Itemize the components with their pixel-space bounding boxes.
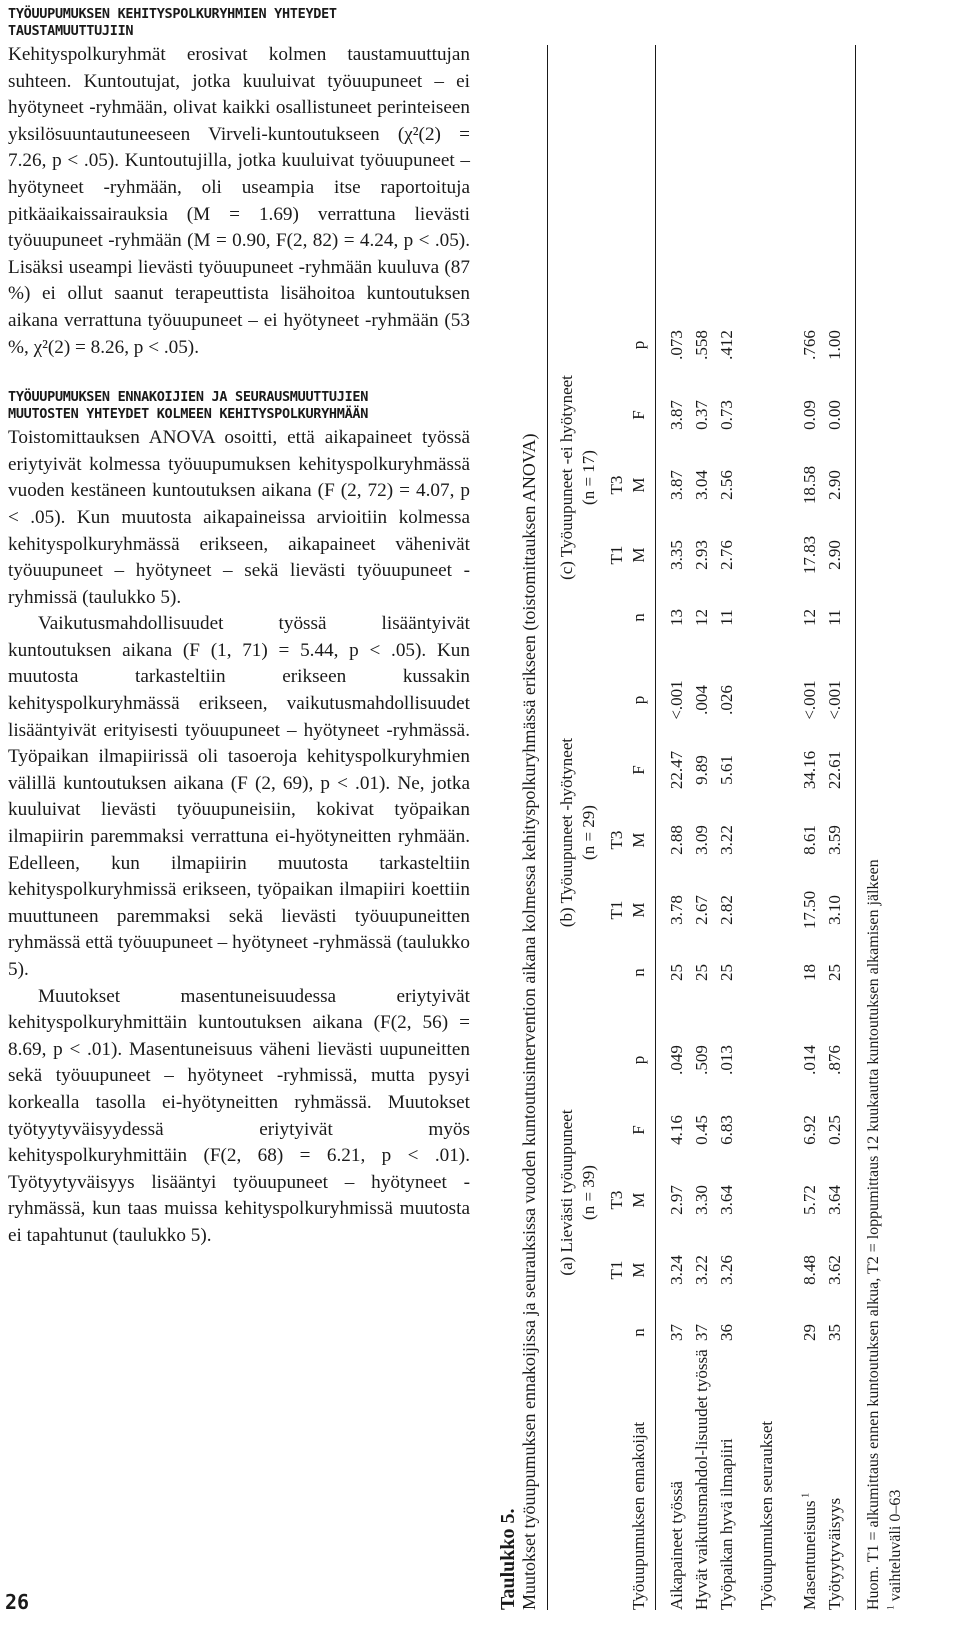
table-cell: .509: [692, 1045, 711, 1075]
table-cell: .766: [800, 330, 819, 360]
col-header: T3: [607, 830, 626, 850]
section-label: Työuupumuksen ennakoijat: [629, 1421, 648, 1610]
table-cell: 8.48: [800, 1255, 819, 1285]
table-cell: 2.93: [692, 540, 711, 570]
table-cell: 36: [717, 1324, 736, 1341]
table-cell: 3.22: [717, 825, 736, 855]
section-heading-1: TYÖUUPUMUKSEN KEHITYSPOLKURYHMIEN YHTEYDET TAUSTAMUUTTUJIIN: [8, 6, 337, 39]
table-cell: 3.35: [667, 540, 686, 570]
table-rule: [855, 45, 856, 1610]
col-header: p: [629, 1055, 648, 1065]
col-header: M: [629, 547, 648, 563]
table-cell: 9.89: [692, 755, 711, 785]
table-cell: .876: [825, 1045, 844, 1075]
table-cell: 8.61: [800, 825, 819, 855]
col-header: n: [629, 613, 648, 622]
section-heading-2: TYÖUUPUMUKSEN ENNAKOIJIEN JA SEURAUSMUUTTUJIEN MUUTOSTEN YHTEYDET KOLMEEN KEHITYSPOLKURYHMÄÄN: [8, 389, 369, 423]
table-cell: 22.61: [825, 750, 844, 790]
table-cell: 4.16: [667, 1115, 686, 1145]
group-label: (b) Työuupuneet -hyötyneet: [557, 737, 576, 928]
table-cell: 3.78: [667, 895, 686, 925]
table-note: Huom. T1 = alkumittaus ennen kuntoutuksen alkua, T2 = loppumittaus 12 kuukautta kuntoutuksen alkamisen jälkeen: [865, 859, 882, 1610]
col-header: F: [629, 765, 648, 775]
table-note: $^1$ vaihteluväli 0–63: [885, 1489, 904, 1610]
section-label: Työuupumuksen seuraukset: [757, 1420, 776, 1610]
col-header: T1: [607, 1260, 626, 1280]
table-cell: 2.90: [825, 470, 844, 500]
paragraph: Kehityspolkuryhmät erosivat kolmen taustamuuttujan suhteen. Kuntoutujat, jotka kuuluivat työuupuneet – ei hyötyneet -ryhmään, olivat kaikki osallistuneet perinteiseen yksilösuuntautuneeseen Virveli-kuntoutukseen (χ²(2) = 7.26, p < .05). Kuntoutujilla, jotka kuuluivat työuupuneet – hyötyneet -ryhmään, oli useampia itse raportoituja pitkäaikaissairauksia (M = 1.69) verrattuna lievästi työuupuneet -ryhmään (M = 0.90, F(2, 82) = 4.24, p < .05). Lisäksi useampi lievästi työuupuneet -ryhmään kuuluva (87 %) ei ollut saanut terapeuttista lisähoitoa kuntoutuksen aikana verrattuna työuupuneet – ei hyötyneet -ryhmään (53 %, χ²(2) = 8.26, p < .05).: [8, 44, 470, 358]
table-cell: 2.56: [717, 470, 736, 500]
table-cell: 35: [825, 1324, 844, 1341]
col-header: n: [629, 1328, 648, 1337]
table-cell: 0.37: [692, 400, 711, 430]
col-header: T3: [607, 475, 626, 495]
table-cell: .004: [692, 685, 711, 715]
page-number: 26: [5, 1590, 30, 1614]
row-label: Työpaikan hyvä ilmapiiri: [717, 1438, 736, 1610]
table-cell: .026: [717, 685, 736, 715]
row-label: Masentuneisuus $^1$: [800, 1492, 819, 1610]
table-cell: .013: [717, 1045, 736, 1075]
table-rule: [655, 45, 656, 1610]
table-cell: 5.61: [717, 755, 736, 785]
table-cell: 0.00: [825, 400, 844, 430]
table-cell: 25: [667, 964, 686, 981]
table-cell: .412: [717, 330, 736, 360]
table-cell: 5.72: [800, 1185, 819, 1215]
table-cell: 22.47: [667, 750, 686, 790]
table-cell: 12: [800, 609, 819, 626]
table-cell: 6.92: [800, 1115, 819, 1145]
col-header: M: [629, 1262, 648, 1278]
table-cell: .558: [692, 330, 711, 360]
group-n: (n = 17): [579, 450, 598, 505]
col-header: T3: [607, 1190, 626, 1210]
table-cell: 17.50: [800, 890, 819, 930]
table-cell: <.001: [825, 680, 844, 720]
table-cell: 34.16: [800, 750, 819, 790]
table-title: Taulukko 5.: [497, 1508, 519, 1610]
table-cell: 2.90: [825, 540, 844, 570]
table-cell: 37: [692, 1324, 711, 1341]
table-cell: 3.64: [825, 1185, 844, 1215]
table-cell: 25: [692, 964, 711, 981]
row-label: Hyvät vaikutusmahdol-lisuudet työssä: [692, 1349, 711, 1610]
table-cell: 25: [717, 964, 736, 981]
table-cell: .014: [800, 1045, 819, 1075]
table-cell: 3.04: [692, 470, 711, 500]
table-cell: 11: [717, 609, 736, 626]
table-cell: <.001: [800, 680, 819, 720]
table-cell: 18: [800, 964, 819, 981]
col-header: p: [629, 340, 648, 350]
table-caption: Muutokset työuupumuksen ennakoijissa ja seurauksissa vuoden kuntoutusintervention aikana kolmessa kehityspolkuryhmässä erikseen (toistomittauksen ANOVA): [519, 433, 539, 1610]
table-cell: 3.87: [667, 400, 686, 430]
table-cell: 17.83: [800, 535, 819, 575]
table-cell: 25: [825, 964, 844, 981]
table-cell: 0.73: [717, 400, 736, 430]
group-label: (a) Lievästi työuupuneet: [557, 1109, 576, 1276]
table-cell: 3.26: [717, 1255, 736, 1285]
table-cell: 3.87: [667, 470, 686, 500]
table-cell: 2.67: [692, 895, 711, 925]
col-header: p: [629, 695, 648, 705]
group-label: (c) Työuupuneet -ei hyötyneet: [557, 375, 576, 580]
table-cell: 3.22: [692, 1255, 711, 1285]
table-cell: .073: [667, 330, 686, 360]
col-header: F: [629, 410, 648, 420]
paragraph: Muutokset masentuneisuudessa eriytyivät kehityspolkuryhmittäin kuntoutuksen aikana (F(2, 56) = 8.69, p < .01). Masentuneisuus väheni lievästi uupuneitten sekä työuupuneet – hyötyneet -ryhmissä, mutta pysyi korkealla tasolla ei-hyötyneitten ryhmässä. Muutokset työtyytyväisyydessä eriytyivät myös kehityspolkuryhmittäin (F(2, 68) = 6.21, p < .01). Työtyytyväisyys lisääntyi työuupuneet – hyötyneet -ryhmässä, kun taas muissa kehityspolkuryhmissä muutosta ei tapahtunut (taulukko 5).: [8, 985, 470, 1246]
table-cell: 3.62: [825, 1255, 844, 1285]
row-label: Työtyytyväisyys: [825, 1497, 844, 1610]
table-cell: 37: [667, 1324, 686, 1341]
col-header: T1: [607, 900, 626, 920]
table-cell: 29: [800, 1324, 819, 1341]
table-cell: <.001: [667, 680, 686, 720]
table-cell: 2.88: [667, 825, 686, 855]
table-cell: 1.00: [825, 330, 844, 360]
text-column: [8, 6, 470, 1250]
table-cell: 6.83: [717, 1115, 736, 1145]
col-header: F: [629, 1125, 648, 1135]
table-cell: 3.24: [667, 1255, 686, 1285]
table-cell: .049: [667, 1045, 686, 1075]
col-header: T1: [607, 545, 626, 565]
table-cell: 18.58: [800, 465, 819, 505]
col-header: n: [629, 968, 648, 977]
table-cell: 3.30: [692, 1185, 711, 1215]
table-cell: 12: [692, 609, 711, 626]
table-cell: 0.25: [825, 1115, 844, 1145]
group-n: (n = 39): [579, 1165, 598, 1220]
col-header: M: [629, 832, 648, 848]
group-n: (n = 29): [579, 805, 598, 860]
table-cell: 11: [825, 609, 844, 626]
paragraph: Toistomittauksen ANOVA osoitti, että aikapaineet työssä eriytyivät kolmessa työuupumuksen kehityspolkuryhmässä vuoden kestäneen kuntoutuksen aikana (F (2, 72) = 4.07, p < .05). Kun muutosta aikapaineissa arvioitiin kolmessa kehityspolkuryhmässä erikseen, aikapaineet vähenivät työuupuneet – hyötyneet – sekä lievästi työuupuneet -ryhmissä (taulukko 5).: [8, 427, 470, 608]
table-cell: 2.97: [667, 1185, 686, 1215]
table-cell: 3.59: [825, 825, 844, 855]
col-header: M: [629, 477, 648, 493]
table-cell: 3.10: [825, 895, 844, 925]
table-cell: 3.09: [692, 825, 711, 855]
col-header: M: [629, 902, 648, 918]
paragraph: Vaikutusmahdollisuudet työssä lisääntyivät kuntoutuksen aikana (F (1, 71) = 5.44, p < .05). Kun muutosta tarkasteltiin erikseen kussakin kehityspolkuryhmässä erikseen, vaikutusmahdollisuudet lisääntyivät erityisesti työuupuneet – hyötyneet -ryhmässä. Työpaikan ilmapiirissä oli tasoeroja kehityspolkuryhmien välillä kuntoutuksen aikana (F (2, 69), p < .01). Ne, jotka kuuluivat lievästi työuupuneisiin, kokivat työpaikan ilmapiirin paremmaksi verrattuna ei-hyötyneitten ryhmään. Edelleen, kun ilmapiirin muutosta tarkasteltiin kehityspolkuryhmissä erikseen, työpaikan ilmapiiri koettiin muuttuneen paremmaksi sekä lievästi työuupuneitten ryhmässä että työuupuneet – hyötyneet -ryhmässä (taulukko 5).: [8, 613, 470, 980]
table-cell: 0.45: [692, 1115, 711, 1145]
table-rule: [547, 45, 548, 1610]
col-header: M: [629, 1192, 648, 1208]
table-cell: 2.76: [717, 540, 736, 570]
table-cell: 3.64: [717, 1185, 736, 1215]
row-label: Aikapaineet työssä: [667, 1481, 686, 1610]
table-cell: 13: [667, 609, 686, 626]
table-cell: 2.82: [717, 895, 736, 925]
table-5: [495, 40, 945, 1620]
table-cell: 0.09: [800, 400, 819, 430]
